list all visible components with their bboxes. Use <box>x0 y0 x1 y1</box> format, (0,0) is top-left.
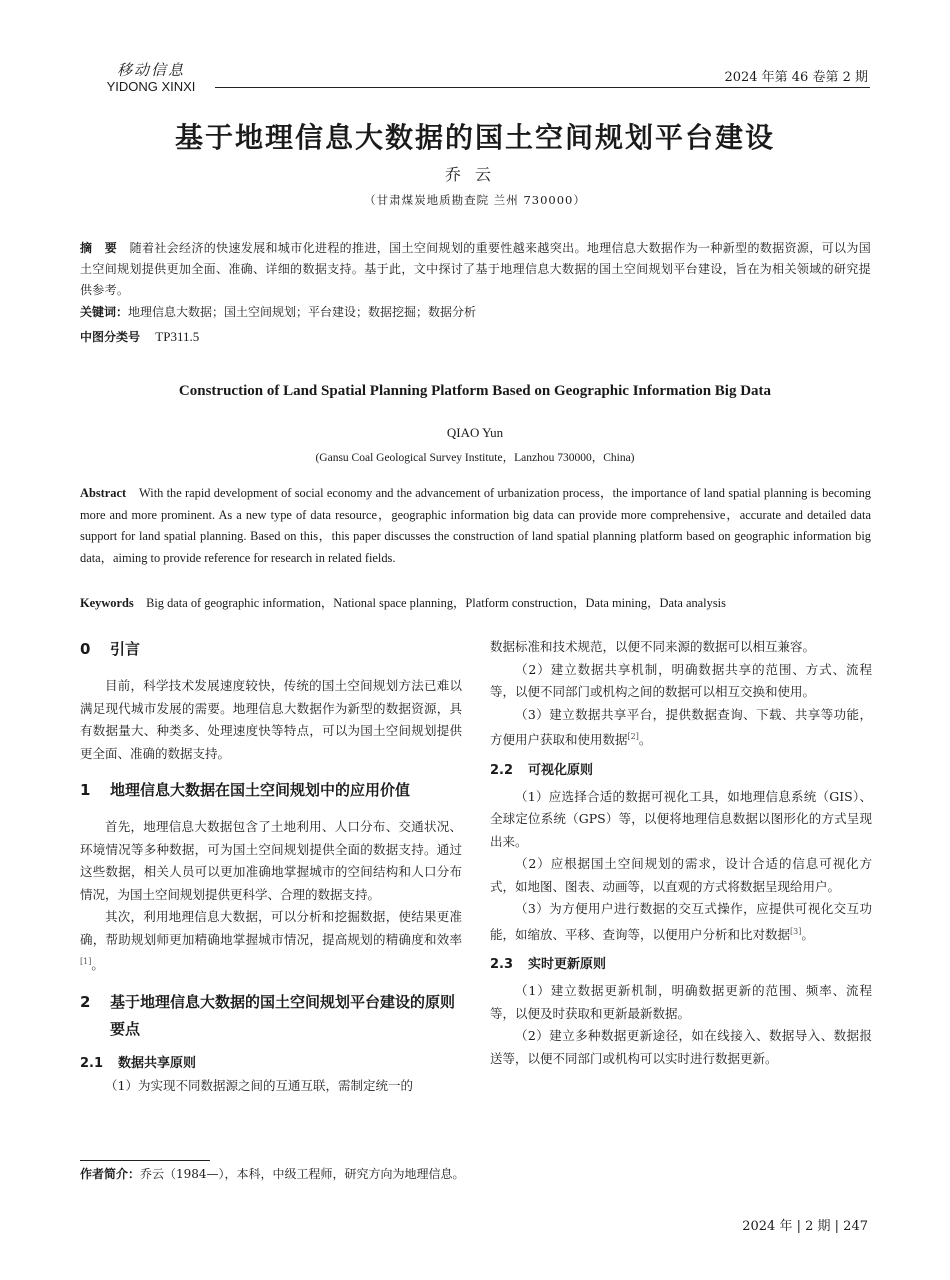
section-title: 引言 <box>110 640 141 658</box>
paragraph: （1）应选择合适的数据可视化工具，如地理信息系统（GIS）、全球定位系统（GPS）等，以便将地理信息数据以图形化的方式呈现出来。 <box>490 788 872 849</box>
footer-separator: | <box>834 1219 844 1234</box>
paragraph-text: （3）为方便用户进行数据的交互式操作，应提供可视化交互功能，如缩放、平移、查询等，以便用户分析和比对数据 <box>490 901 872 942</box>
subsection-number: 2.2 <box>490 762 514 778</box>
journal-name-en: YIDONG XINXI <box>106 79 196 94</box>
section-number: 1 <box>80 781 91 799</box>
paragraph-continued: 数据标准和技术规范，以便不同来源的数据可以相互兼容。 <box>490 639 816 654</box>
author-en: QIAO Yun <box>446 425 504 440</box>
section-number: 2 <box>80 992 91 1011</box>
keywords-en-text: Big data of geographic information，National space planning，Platform construction，Data mining，Data analysis <box>146 596 726 610</box>
citation-ref: [3] <box>790 926 802 936</box>
paragraph: （2）应根据国土空间规划的需求，设计合适的信息可视化方式，如地图、图表、动画等，以直观的方式将数据呈现给用户。 <box>490 856 872 894</box>
paragraph: （1）为实现不同数据源之间的互通互联，需制定统一的 <box>105 1077 413 1093</box>
footnote-text: 乔云（1984—），本科，中级工程师，研究方向为地理信息。 <box>140 1167 465 1181</box>
clc-number <box>80 326 871 348</box>
keywords-cn-label: 关键词： <box>80 305 129 319</box>
subsection-number: 2.3 <box>490 957 514 973</box>
page-footer <box>742 1215 868 1234</box>
section-heading <box>80 989 462 1043</box>
abstract-en-text: With the rapid development of social economy and the advancement of urbanization process，the importance of land spatial planning is becoming more and more prominent. As a new type of data resource，geographic information big data can provide more comprehensive，accurate and detailed data support for land spatial planning. Based on this，this paper discusses the construction of land spatial planning platform based on geographic information big data，aiming to provide reference for research in related fields. <box>80 486 871 565</box>
journal-name-cn: 移动信息 <box>116 61 185 79</box>
abstract-cn <box>80 238 871 301</box>
paper-title-cn: 基于地理信息大数据的国土空间规划平台建设 <box>174 121 775 154</box>
abstract-cn-text: 随着社会经济的快速发展和城市化进程的推进，国土空间规划的重要性越来越突出。地理信息大数据作为一种新型的数据资源，可以为国土空间规划提供更加全面、准确、详细的数据支持。基于此，文中探讨了基于地理信息大数据的国土空间规划平台建设，旨在为相关领域的研究提供参考。 <box>80 241 872 297</box>
subsection-number: 2.1 <box>80 1055 104 1071</box>
paragraph <box>80 906 462 977</box>
citation-ref: [1] <box>80 957 92 966</box>
paragraph <box>490 898 872 946</box>
body-column-right <box>490 636 872 1070</box>
paragraph <box>490 704 872 752</box>
author-cn: 乔云 <box>444 165 505 184</box>
subsection-heading <box>80 1053 462 1075</box>
section-number: 0 <box>80 640 91 658</box>
subsection-title: 数据共享原则 <box>118 1055 197 1071</box>
abstract-cn-label: 摘 要 <box>80 241 118 255</box>
citation-ref: [2] <box>627 732 639 741</box>
paragraph-text: （3）建立数据共享平台，提供数据查询、下载、共享等功能，方便用户获取和使用数据 <box>490 706 872 748</box>
paragraph: 首先，地理信息大数据包含了土地利用、人口分布、交通状况、环境情况等多种数据，可为国土空间规划提供全面的数据支持。通过这些数据，相关人员可以更加准确地掌握城市的空间结构和人口分布情况，为国土空间规划提供更科学、合理的数据支持。 <box>80 819 462 902</box>
footnote-rule <box>80 1160 210 1161</box>
footer-issue: 2 期 <box>805 1219 831 1234</box>
author-footnote <box>80 1165 500 1182</box>
paragraph: （1）建立数据更新机制，明确数据更新的范围、频率、流程等，以便及时获取和更新最新数据。 <box>490 983 872 1021</box>
clc-label: 中图分类号 <box>80 330 141 344</box>
subsection-heading <box>490 760 872 782</box>
subsection-heading <box>490 954 872 976</box>
subsection-title: 可视化原则 <box>528 762 594 778</box>
keywords-en <box>80 593 871 615</box>
body-column-left <box>80 636 462 1097</box>
keywords-en-label: Keywords <box>80 596 134 610</box>
header-rule <box>215 87 870 88</box>
keywords-cn-text: 地理信息大数据；国土空间规划；平台建设；数据挖掘；数据分析 <box>128 305 477 319</box>
section-title: 地理信息大数据在国土空间规划中的应用价值 <box>110 781 411 799</box>
section-heading <box>80 636 462 663</box>
paragraph-text: 其次，利用地理信息大数据，可以分析和挖掘数据，使结果更准确，帮助规划师更加精确地掌握城市情况，提高规划的精确度和效率 <box>80 909 462 947</box>
paragraph: 目前，科学技术发展速度较快，传统的国土空间规划方法已难以满足现代城市发展的需要。地理信息大数据作为新型的数据资源，具有数据量大、种类多、处理速度快等特点，可以为国土空间规划提供更全面、准确的数据支持。 <box>80 678 462 761</box>
paper-title-en: Construction of Land Spatial Planning Platform Based on Geographic Information Big Data <box>178 383 772 399</box>
footer-separator: | <box>796 1219 806 1234</box>
journal-brand <box>92 62 210 94</box>
footer-year: 2024 年 <box>742 1219 793 1234</box>
issue-info: 2024 年第 46 卷第 2 期 <box>724 70 868 85</box>
affiliation-cn: （甘肃煤炭地质勘查院 兰州 730000） <box>364 193 586 207</box>
keywords-cn <box>80 302 871 323</box>
section-heading <box>80 777 462 804</box>
paragraph: （2）建立数据共享机制，明确数据共享的范围、方式、流程等，以便不同部门或机构之间的数据可以相互交换和使用。 <box>490 661 872 699</box>
paragraph: （2）建立多种数据更新途径，如在线接入、数据导入、数据报送等，以便不同部门或机构可以实时进行数据更新。 <box>490 1028 872 1066</box>
section-title: 基于地理信息大数据的国土空间规划平台建设的原则要点 <box>110 992 456 1038</box>
paragraph-end: 。 <box>638 732 652 748</box>
subsection-title: 实时更新原则 <box>528 957 607 973</box>
paragraph-end: 。 <box>801 926 814 942</box>
affiliation-en: (Gansu Coal Geological Survey Institute，Lanzhou 730000，China) <box>315 452 635 464</box>
page-number: 247 <box>843 1219 868 1234</box>
paragraph-end: 。 <box>91 957 104 973</box>
footnote-label: 作者简介： <box>80 1167 141 1181</box>
clc-value: TP311.5 <box>155 329 200 344</box>
abstract-en-label: Abstract <box>80 486 127 500</box>
abstract-en <box>80 483 871 569</box>
